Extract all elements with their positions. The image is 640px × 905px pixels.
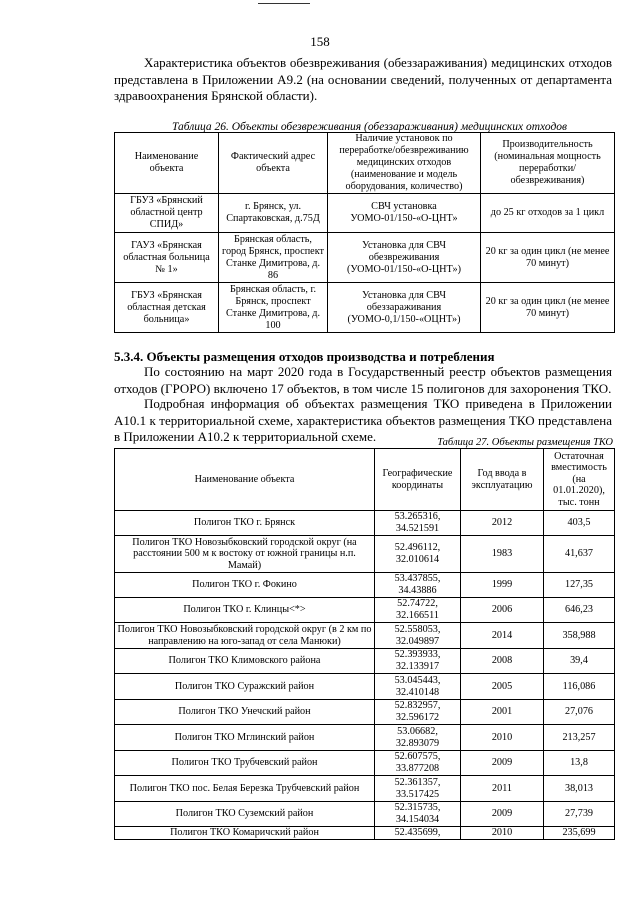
table27-header-cell: Наименование объекта (115, 449, 375, 511)
table-row (115, 700, 615, 725)
table-cell: до 25 кг отходов за 1 цикл (481, 194, 615, 233)
table-cell: 2010 (461, 725, 544, 751)
table-cell: Брянская область, город Брянск, проспект Станке Димитрова, д. 86 (219, 233, 328, 283)
table-cell: 41,637 (544, 536, 615, 573)
table-cell: ГБУЗ «Брянский областной центр СПИД» (115, 194, 219, 233)
table-cell: 27,739 (544, 802, 615, 827)
paragraph-appendix: Подробная информация об объектах размещения ТКО приведена в Приложении А10.1 к территориальной схеме, характеристика объектов размещения ТКО представлена в Приложении А10.2 к территориальной схеме. (114, 396, 612, 444)
table-cell: 358,988 (544, 623, 615, 649)
table-cell: 2012 (461, 511, 544, 536)
table-row (115, 674, 615, 700)
table-cell: 127,35 (544, 573, 615, 598)
table-cell: Полигон ТКО г. Фокино (115, 573, 375, 598)
table-cell: г. Брянск, ул. Спартаковская, д.75Д (219, 194, 328, 233)
table-cell: Полигон ТКО Суземский район (115, 802, 375, 827)
table-row (115, 598, 615, 623)
table-cell: 38,013 (544, 776, 615, 802)
table-row (115, 233, 615, 283)
table-cell: 646,23 (544, 598, 615, 623)
table-cell: ГАУЗ «Брянская областная больница № 1» (115, 233, 219, 283)
table-row (115, 827, 615, 840)
table-cell: 27,076 (544, 700, 615, 725)
table-cell: 52.607575, 33.877208 (375, 751, 461, 776)
table-cell: 52.435699, (375, 827, 461, 840)
table-cell: 235,699 (544, 827, 615, 840)
table-cell: 2001 (461, 700, 544, 725)
table-cell: Полигон ТКО Суражский район (115, 674, 375, 700)
table-27 (114, 448, 615, 840)
table-row (115, 536, 615, 573)
paragraph-registry: По состоянию на март 2020 года в Государственный реестр объектов размещения отходов (ГРОРО) включено 17 объектов, в том числе 15 полигонов для захоронения ТКО. (114, 364, 612, 396)
table-cell: 53.06682, 32.893079 (375, 725, 461, 751)
table-cell: 52.74722, 32.166511 (375, 598, 461, 623)
table-row (115, 725, 615, 751)
table-cell: 2005 (461, 674, 544, 700)
table-cell: 53.437855, 34.43886 (375, 573, 461, 598)
table-cell: Полигон ТКО Новозыбковский городской округ (в 2 км по направлению на юго-запад от села Манюки) (115, 623, 375, 649)
table-cell: 1983 (461, 536, 544, 573)
table-row (115, 283, 615, 333)
table-row (115, 751, 615, 776)
table26-header-cell: Фактический адрес объекта (219, 133, 328, 194)
top-rule (258, 3, 310, 4)
table26-header-cell: Наименование объекта (115, 133, 219, 194)
table27-header-cell: Год ввода в эксплуатацию (461, 449, 544, 511)
table27-caption: Таблица 27. Объекты размещения ТКО (437, 437, 613, 448)
table-cell: ГБУЗ «Брянская областная детская больница» (115, 283, 219, 333)
table-cell: 52.496112, 32.010614 (375, 536, 461, 573)
table26-header-cell: Производительность (номинальная мощность переработки/обезвреживания) (481, 133, 615, 194)
table-cell: 53.265316, 34.521591 (375, 511, 461, 536)
table-cell: Полигон ТКО Мглинский район (115, 725, 375, 751)
table-cell: Полигон ТКО Новозыбковский городской округ (на расстоянии 500 м к востоку от южной границы н.п. Мамай) (115, 536, 375, 573)
table-row (115, 573, 615, 598)
table-cell: 1999 (461, 573, 544, 598)
table-cell: 213,257 (544, 725, 615, 751)
table-cell: 13,8 (544, 751, 615, 776)
table-cell: Полигон ТКО Унечский район (115, 700, 375, 725)
table-row (115, 776, 615, 802)
table-cell: 52.361357, 33.517425 (375, 776, 461, 802)
table-cell: 20 кг за один цикл (не менее 70 минут) (481, 283, 615, 333)
table-cell: 403,5 (544, 511, 615, 536)
table-cell: СВЧ установка УОМО-01/150-«О-ЦНТ» (328, 194, 481, 233)
table27-header-row (115, 449, 615, 511)
table27-header-cell: Географические координаты (375, 449, 461, 511)
table26-header-cell: Наличие установок по переработке/обезвреживанию медицинских отходов (наименование и модель оборудования, количество) (328, 133, 481, 194)
table-cell: Установка для СВЧ обеззараживания (УОМО-0,1/150-«ОЦНТ») (328, 283, 481, 333)
table-cell: 52.315735, 34.154034 (375, 802, 461, 827)
table-cell: 52.832957, 32.596172 (375, 700, 461, 725)
table-cell: 53.045443, 32.410148 (375, 674, 461, 700)
table-cell: 116,086 (544, 674, 615, 700)
table-row (115, 623, 615, 649)
table-row (115, 649, 615, 674)
table-row (115, 802, 615, 827)
page-number: 158 (310, 34, 330, 49)
table-cell: 52.558053, 32.049897 (375, 623, 461, 649)
table26-caption: Таблица 26. Объекты обезвреживания (обеззараживания) медицинских отходов (172, 121, 568, 133)
table-cell: Полигон ТКО пос. Белая Березка Трубчевский район (115, 776, 375, 802)
table27-header-cell: Остаточная вместимость (на 01.01.2020), тыс. тонн (544, 449, 615, 511)
table-cell: Брянская область, г. Брянск, проспект Станке Димитрова, д. 100 (219, 283, 328, 333)
table-row (115, 511, 615, 536)
intro-paragraph: Характеристика объектов обезвреживания (обеззараживания) медицинских отходов представлена в Приложении А9.2 (на основании сведений, полученных от департамента здравоохранения Брянской области). (114, 55, 612, 103)
table-26 (114, 132, 615, 333)
table-cell: 20 кг за один цикл (не менее 70 минут) (481, 233, 615, 283)
table-cell: 2009 (461, 802, 544, 827)
table-cell: Полигон ТКО Трубчевский район (115, 751, 375, 776)
section-heading: 5.3.4. Объекты размещения отходов производства и потребления (114, 349, 495, 364)
table-cell: 2014 (461, 623, 544, 649)
table-cell: 2011 (461, 776, 544, 802)
table27-body (115, 449, 615, 840)
table-cell: 52.393933, 32.133917 (375, 649, 461, 674)
table-cell: Полигон ТКО Климовского района (115, 649, 375, 674)
table-cell: 2010 (461, 827, 544, 840)
table26-body (115, 133, 615, 333)
table-cell: 2008 (461, 649, 544, 674)
table-cell: Полигон ТКО Комаричский район (115, 827, 375, 840)
table-cell: Установка для СВЧ обезвреживания (УОМО-01/150-«О-ЦНТ») (328, 233, 481, 283)
table-cell: Полигон ТКО г. Клинцы<*> (115, 598, 375, 623)
table-cell: 39,4 (544, 649, 615, 674)
table26-header-row (115, 133, 615, 194)
table-cell: 2006 (461, 598, 544, 623)
table-cell: Полигон ТКО г. Брянск (115, 511, 375, 536)
table-row (115, 194, 615, 233)
table-cell: 2009 (461, 751, 544, 776)
